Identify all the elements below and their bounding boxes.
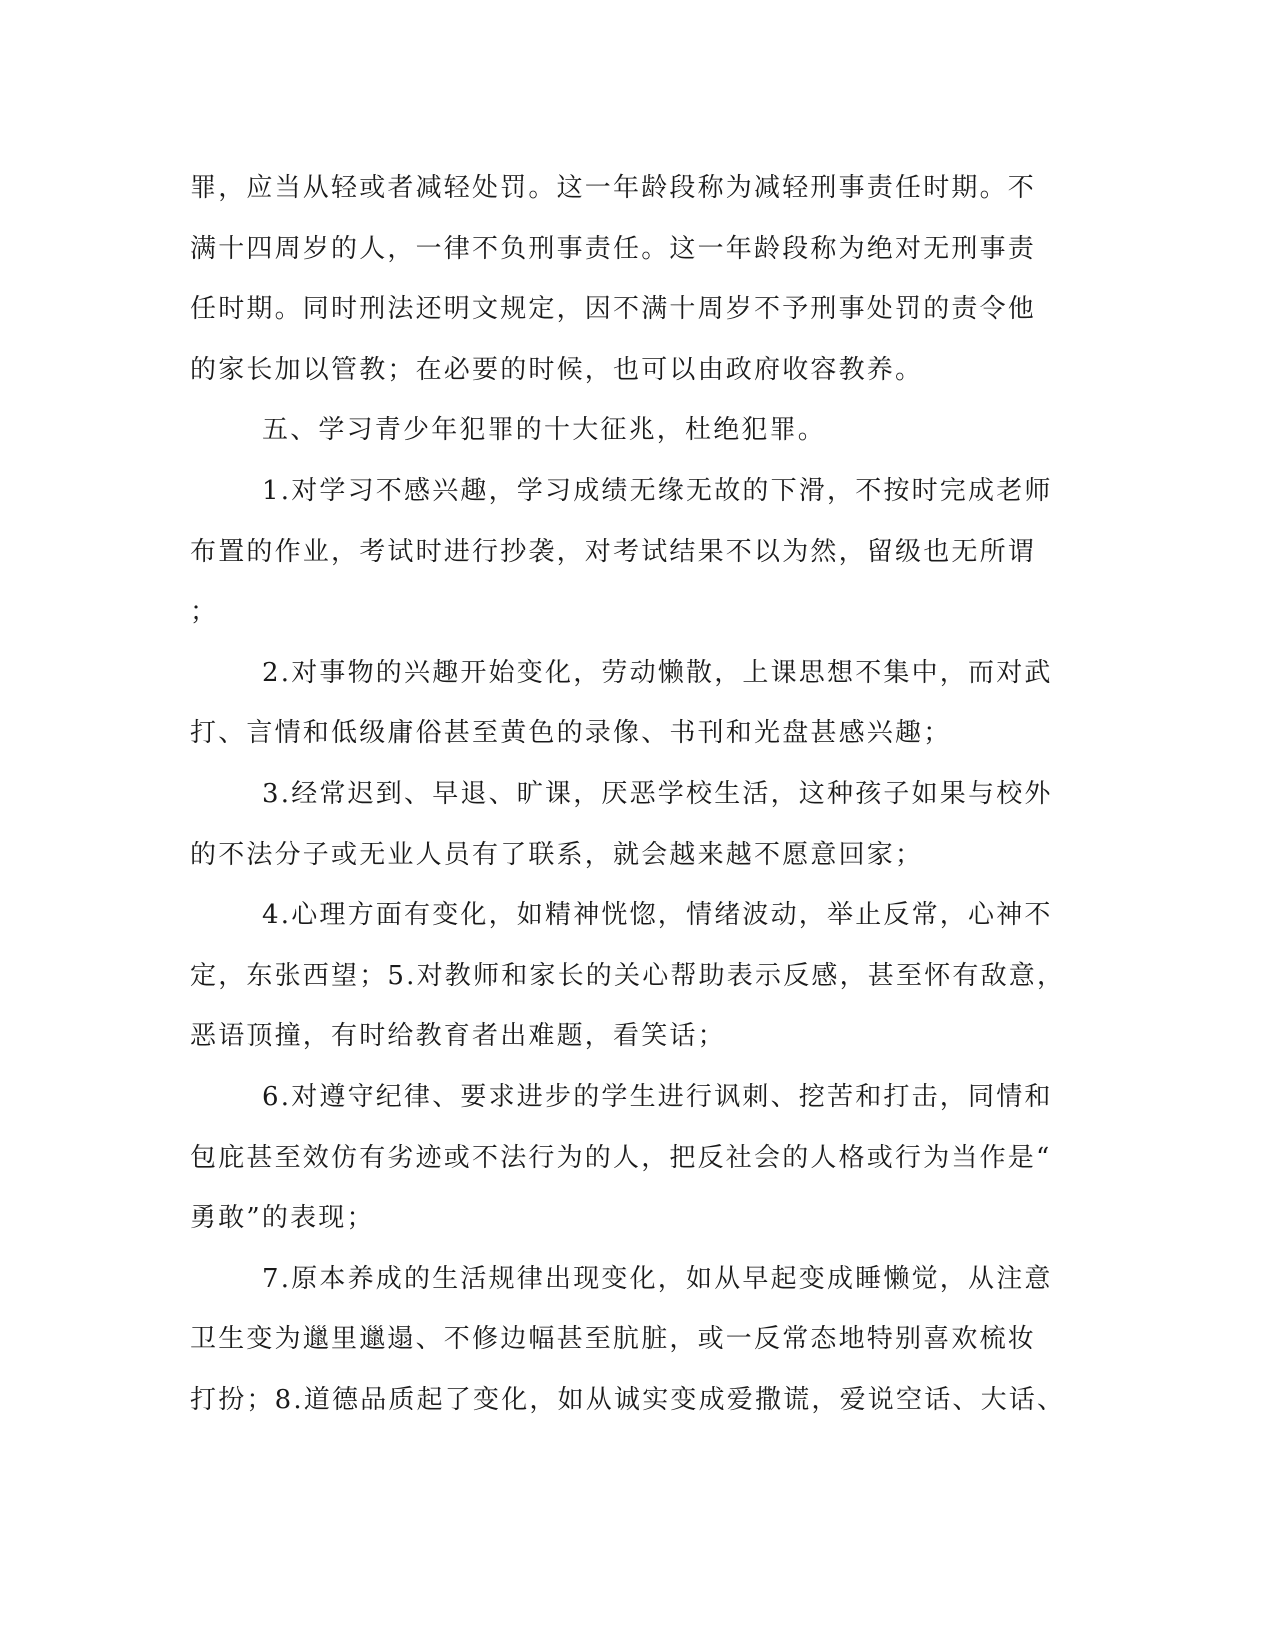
text-line: 卫生变为邋里邋遢、不修边幅甚至肮脏，或一反常态地特别喜欢梳妆 [190,1324,1037,1355]
list-item-4-line: 4.心理方面有变化，如精神恍惚，情绪波动，举止反常，心神不 [262,900,1053,931]
text-line: 打扮；8.道德品质起了变化，如从诚实变成爱撒谎，爱说空话、大话、 [190,1384,1066,1415]
text-line: 定，东张西望；5.对教师和家长的关心帮助表示反感，甚至怀有敌意， [190,960,1066,991]
text-line: 包庇甚至效仿有劣迹或不法行为的人，把反社会的人格或行为当作是“ [190,1142,1052,1173]
text-line: 任时期。同时刑法还明文规定，因不满十周岁不予刑事处罚的责令他 [190,294,1037,325]
list-item-3-line: 3.经常迟到、早退、旷课，厌恶学校生活，这种孩子如果与校外 [262,778,1053,809]
text-line: 的家长加以管教；在必要的时候，也可以由政府收容教养。 [190,354,924,385]
list-item-2-line: 2.对事物的兴趣开始变化，劳动懒散，上课思想不集中，而对武 [262,657,1053,688]
text-line: 满十四周岁的人，一律不负刑事责任。这一年龄段称为绝对无刑事责 [190,233,1037,264]
text-line: 布置的作业，考试时进行抄袭，对考试结果不以为然，留级也无所谓 [190,536,1037,567]
text-line: 勇敢”的表现； [190,1203,375,1234]
text-line: 的不法分子或无业人员有了联系，就会越来越不愿意回家； [190,839,924,870]
list-item-6-line: 6.对遵守纪律、要求进步的学生进行讽刺、挖苦和打击，同情和 [262,1081,1053,1112]
document-body [190,158,1070,1430]
text-line: 打、言情和低级庸俗甚至黄色的录像、书刊和光盘甚感兴趣； [190,718,952,749]
list-item-7-line: 7.原本养成的生活规律出现变化，如从早起变成睡懒觉，从注意 [262,1263,1053,1294]
text-line: 恶语顶撞，有时给教育者出难题，看笑话； [190,1021,726,1052]
list-item-1-line: 1.对学习不感兴趣，学习成绩无缘无故的下滑，不按时完成老师 [262,475,1053,506]
text-line: 罪，应当从轻或者减轻处罚。这一年龄段称为减轻刑事责任时期。不 [190,173,1037,203]
section-heading: 五、学习青少年犯罪的十大征兆，杜绝犯罪。 [262,415,827,446]
text-line: ； [190,597,219,628]
